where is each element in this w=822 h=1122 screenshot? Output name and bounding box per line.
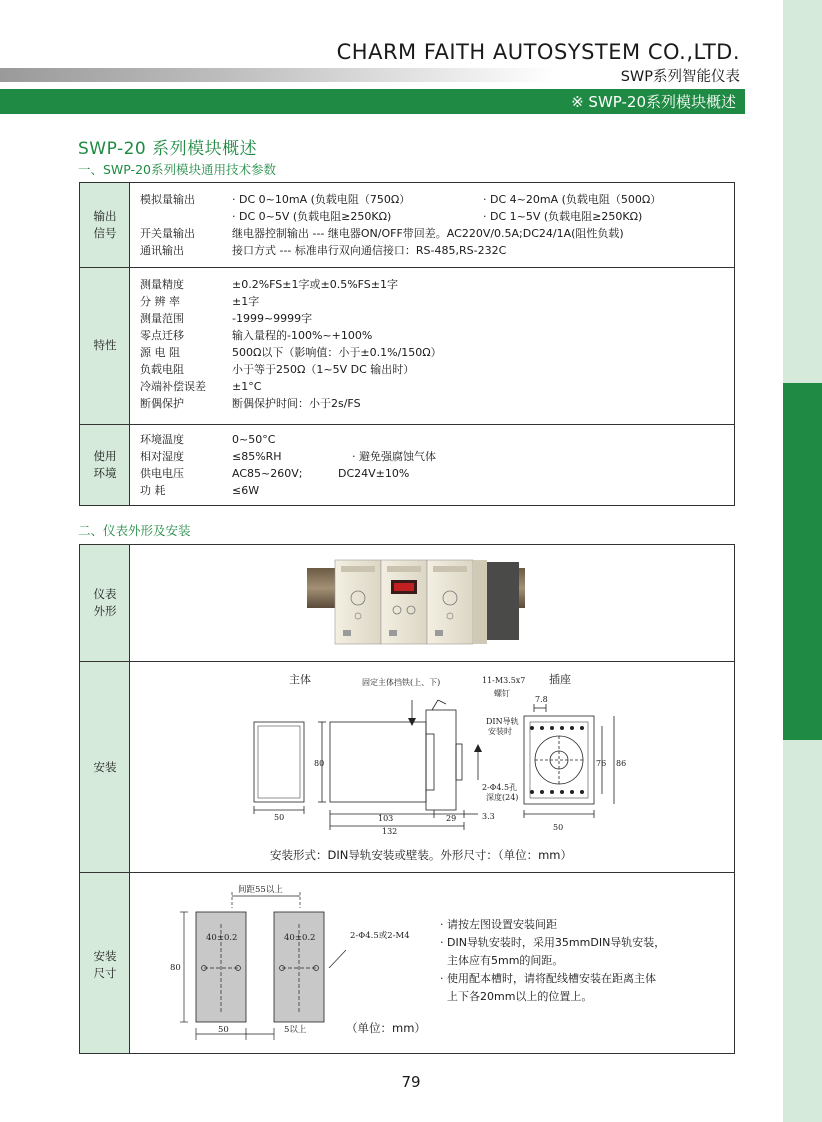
category-install-size: 安装 尺寸 xyxy=(93,949,117,980)
dim-50: 50 xyxy=(274,813,285,822)
spec-value: ±1°C xyxy=(232,380,262,393)
section2-heading: 二、仪表外形及安装 xyxy=(78,523,191,538)
dim-132: 132 xyxy=(382,827,398,836)
page-title: SWP-20 系列模块概述 xyxy=(78,139,258,159)
hole-note: 2-Φ4.5孔 xyxy=(482,783,518,792)
spec-value: 小于等于250Ω（1~5V DC 输出时） xyxy=(232,363,415,376)
screw-note: 11-M3.5x7 xyxy=(482,676,526,685)
spec-label: 负载电阻 xyxy=(140,363,184,376)
spec-value: · 避免强腐蚀气体 xyxy=(352,450,436,463)
spec-label: 分 辨 率 xyxy=(140,295,180,308)
category-environment: 使用 环境 xyxy=(93,449,117,480)
section1-heading: 一、SWP-20系列模块通用技术参数 xyxy=(78,162,276,177)
installation-drawing xyxy=(242,670,642,840)
install-note: · 使用配本槽时，请将配线槽安装在距离主体 xyxy=(440,972,656,985)
spec-value: ±1字 xyxy=(232,295,260,308)
dim-29: 29 xyxy=(446,814,457,823)
company-name: CHARM FAITH AUTOSYSTEM CO.,LTD. xyxy=(336,40,740,64)
spec-value: · DC 0~10mA (负载电阻（750Ω） xyxy=(232,193,411,206)
fix-note: 固定主体挡铁(上、下) xyxy=(362,678,441,687)
install-caption: 安装形式：DIN导轨安装或壁装。外形尺寸：（单位：mm） xyxy=(270,848,573,862)
category-install: 安装 xyxy=(93,760,117,774)
row-divider xyxy=(80,424,734,425)
install-note: · 请按左图设置安装间距 xyxy=(440,918,557,931)
install-note: 主体应有5mm的间距。 xyxy=(440,954,564,967)
banner-title: ※ SWP-20系列模块概述 xyxy=(571,93,736,111)
spec-label: 断偶保护 xyxy=(140,397,184,410)
spec-label: 测量范围 xyxy=(140,312,184,325)
spec-label: 冷端补偿误差 xyxy=(140,380,206,393)
hole-spacing-a: 40±0.2 xyxy=(206,933,238,943)
spec-value: 继电器控制输出 --- 继电器ON/OFF带回差。AC220V/0.5A;DC24/1A(阻性负载) xyxy=(232,227,624,240)
spec-value: 0~50°C xyxy=(232,433,276,446)
spec-label: 模拟量输出 xyxy=(140,193,195,206)
category-characteristics: 特性 xyxy=(93,338,117,352)
height-80: 80 xyxy=(170,963,181,973)
screw-note-2: 螺钉 xyxy=(494,689,510,698)
gap-5: 5以上 xyxy=(284,1025,307,1035)
dim-50-socket: 50 xyxy=(553,823,564,832)
install-notes xyxy=(440,916,665,1006)
spec-value: 断偶保护时间：小于2s/FS xyxy=(232,397,361,410)
spec-value: ±0.2%FS±1字或±0.5%FS±1字 xyxy=(232,278,398,291)
din-note-2: 安装时 xyxy=(488,727,512,736)
spec-label: 环境温度 xyxy=(140,433,184,446)
spec-value: · DC 1~5V (负载电阻≥250KΩ) xyxy=(483,210,643,223)
screw-spec: 2-Φ4.5或2-M4 xyxy=(350,931,410,941)
series-subtitle: SWP系列智能仪表 xyxy=(620,69,740,85)
row-divider xyxy=(80,661,734,662)
row-divider xyxy=(80,872,734,873)
hole-spacing-b: 40±0.2 xyxy=(284,933,316,943)
spec-table xyxy=(79,182,735,506)
socket-label: 插座 xyxy=(549,673,571,686)
dim-80: 80 xyxy=(314,759,325,768)
spec-label: 供电电压 xyxy=(140,467,184,480)
install-note: · DIN导轨安装时，采用35mmDIN导轨安装， xyxy=(440,936,666,949)
spec-value: AC85~260V; xyxy=(232,467,303,480)
spec-label: 零点迁移 xyxy=(140,329,184,342)
spec-label: 测量精度 xyxy=(140,278,184,291)
side-band-highlight xyxy=(783,383,822,740)
spec-value: 输入量程的-100%~+100% xyxy=(232,329,373,342)
spec-value: 500Ω以下（影响值：小于±0.1%/150Ω） xyxy=(232,346,442,359)
dim-3-3: 3.3 xyxy=(482,812,495,821)
category-appearance: 仪表 外形 xyxy=(93,587,117,618)
spec-value: DC24V±10% xyxy=(338,467,410,480)
product-photo xyxy=(307,554,525,648)
spacing-unit: （单位：mm） xyxy=(346,1021,426,1035)
spec-value: -1999~9999字 xyxy=(232,312,313,325)
install-note: 上下各20mm以上的位置上。 xyxy=(440,990,593,1003)
din-note: DIN导轨 xyxy=(486,717,519,726)
header-gray-bar xyxy=(0,68,555,82)
row-divider xyxy=(80,267,734,268)
gap-label: 间距55以上 xyxy=(238,885,283,895)
spec-label: 相对湿度 xyxy=(140,450,184,463)
spec-value: 接口方式 --- 标准串行双向通信接口：RS-485,RS-232C xyxy=(232,244,507,257)
spec-value: ≤85%RH xyxy=(232,450,282,463)
page-number: 79 xyxy=(401,1073,421,1091)
main-body-label: 主体 xyxy=(289,673,311,686)
dim-86: 86 xyxy=(616,759,627,768)
spec-label: 功 耗 xyxy=(140,484,166,497)
width-50: 50 xyxy=(218,1025,229,1035)
spec-value: · DC 4~20mA (负载电阻（500Ω） xyxy=(483,193,662,206)
dim-76: 76 xyxy=(596,759,607,768)
hole-note-2: 深度(24) xyxy=(486,793,519,802)
category-output-signal: 输出 信号 xyxy=(93,209,117,240)
spec-label: 开关量输出 xyxy=(140,227,195,240)
spec-label: 通讯输出 xyxy=(140,244,184,257)
dim-7-8: 7.8 xyxy=(535,695,548,704)
spec-label: 源 电 阻 xyxy=(140,346,180,359)
spec-value: · DC 0~5V (负载电阻≥250KΩ) xyxy=(232,210,392,223)
dim-103: 103 xyxy=(378,814,394,823)
spec-value: ≤6W xyxy=(232,484,260,497)
